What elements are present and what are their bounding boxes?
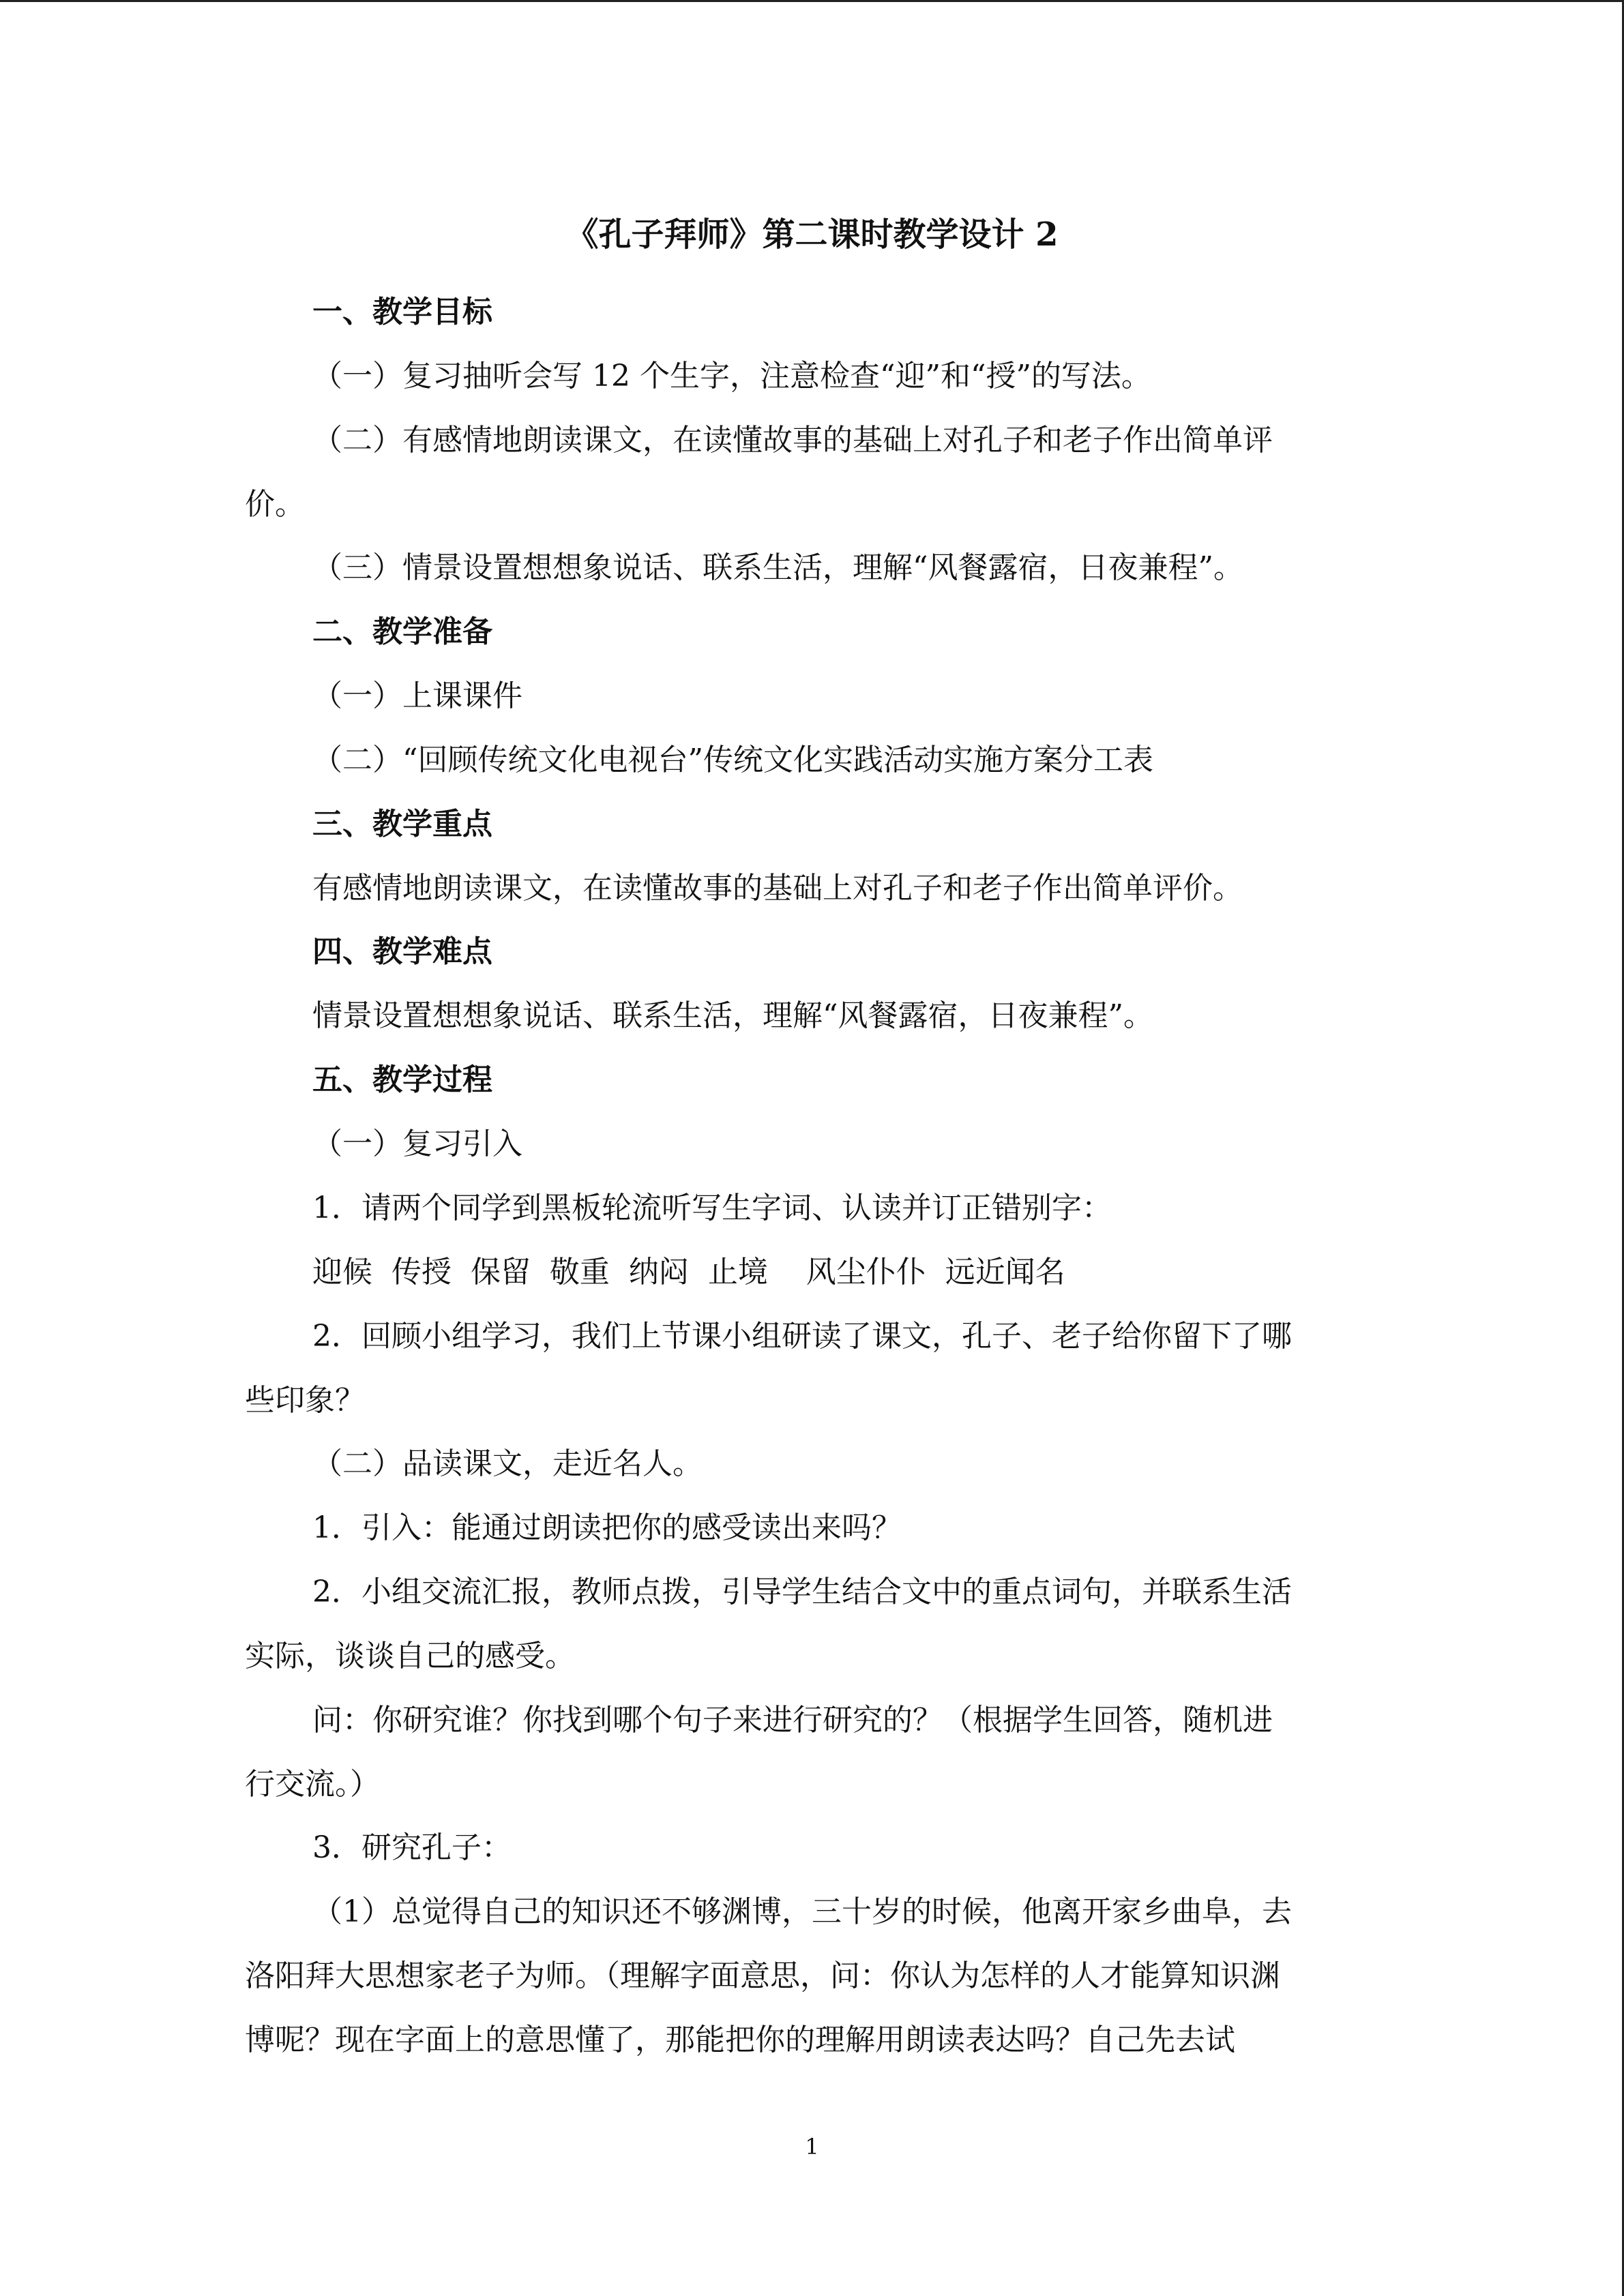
process-paragraph-5: 3．研究孔子： (312, 1830, 512, 1865)
process-subheading-review: （一）复习引入 (312, 1127, 522, 1161)
process-paragraph-1: 1．请两个同学到黑板轮流听写生字词、认读并订正错别字： (312, 1191, 1112, 1225)
process-paragraph-4-line-1: 2．小组交流汇报，教师点拨，引导学生结合文中的重点词句，并联系生活 (312, 1575, 1292, 1609)
difficulties-text: 情景设置想想象说话、联系生活，理解“风餐露宿，日夜兼程”。 (312, 998, 1153, 1033)
preparation-item-2: （二）“回顾传统文化电视台”传统文化实践活动实施方案分工表 (312, 743, 1153, 777)
process-paragraph-3: 1．引入：能通过朗读把你的感受读出来吗？ (312, 1510, 902, 1545)
vocabulary-word-list: 迎候 传授 保留 敬重 纳闷 止境 风尘仆仆 远近闻名 (312, 1255, 1065, 1289)
process-subheading-reading: （二）品读课文，走近名人。 (312, 1446, 703, 1481)
document-title: 《孔子拜师》第二课时教学设计 2 (565, 215, 1059, 254)
process-question-line-2: 行交流。） (245, 1767, 380, 1802)
page-number: 1 (805, 2134, 819, 2160)
section-heading-difficulties: 四、教学难点 (312, 934, 492, 969)
process-paragraph-6-line-2: 洛阳拜大思想家老子为师。（理解字面意思，问：你认为怎样的人才能算知识渊 (245, 1958, 1280, 1993)
section-heading-process: 五、教学过程 (312, 1062, 492, 1097)
process-paragraph-2-line-2: 些印象？ (245, 1383, 365, 1418)
objective-item-2-line-2: 价。 (245, 487, 305, 522)
page-top-border (0, 0, 1624, 2)
process-paragraph-2-line-1: 2．回顾小组学习，我们上节课小组研读了课文，孔子、老子给你留下了哪 (312, 1319, 1292, 1354)
process-paragraph-4-line-2: 实际，谈谈自己的感受。 (245, 1639, 575, 1673)
objective-item-2-line-1: （二）有感情地朗读课文，在读懂故事的基础上对孔子和老子作出简单评 (312, 423, 1273, 458)
section-heading-preparation: 二、教学准备 (312, 614, 492, 649)
preparation-item-1: （一）上课课件 (312, 679, 522, 713)
section-heading-key-points: 三、教学重点 (312, 807, 492, 841)
objective-item-3: （三）情景设置想想象说话、联系生活，理解“风餐露宿，日夜兼程”。 (312, 550, 1243, 585)
process-paragraph-6-line-3: 博呢？现在字面上的意思懂了，那能把你的理解用朗读表达吗？自己先去试 (245, 2023, 1235, 2057)
objective-item-1: （一）复习抽听会写 12 个生字，注意检查“迎”和“授”的写法。 (312, 359, 1151, 393)
key-points-text: 有感情地朗读课文，在读懂故事的基础上对孔子和老子作出简单评价。 (312, 871, 1243, 906)
section-heading-objectives: 一、教学目标 (312, 295, 492, 329)
process-question-line-1: 问：你研究谁？你找到哪个句子来进行研究的？（根据学生回答，随机进 (312, 1703, 1273, 1738)
process-paragraph-6-line-1: （1）总觉得自己的知识还不够渊博，三十岁的时候，他离开家乡曲阜，去 (312, 1894, 1292, 1929)
